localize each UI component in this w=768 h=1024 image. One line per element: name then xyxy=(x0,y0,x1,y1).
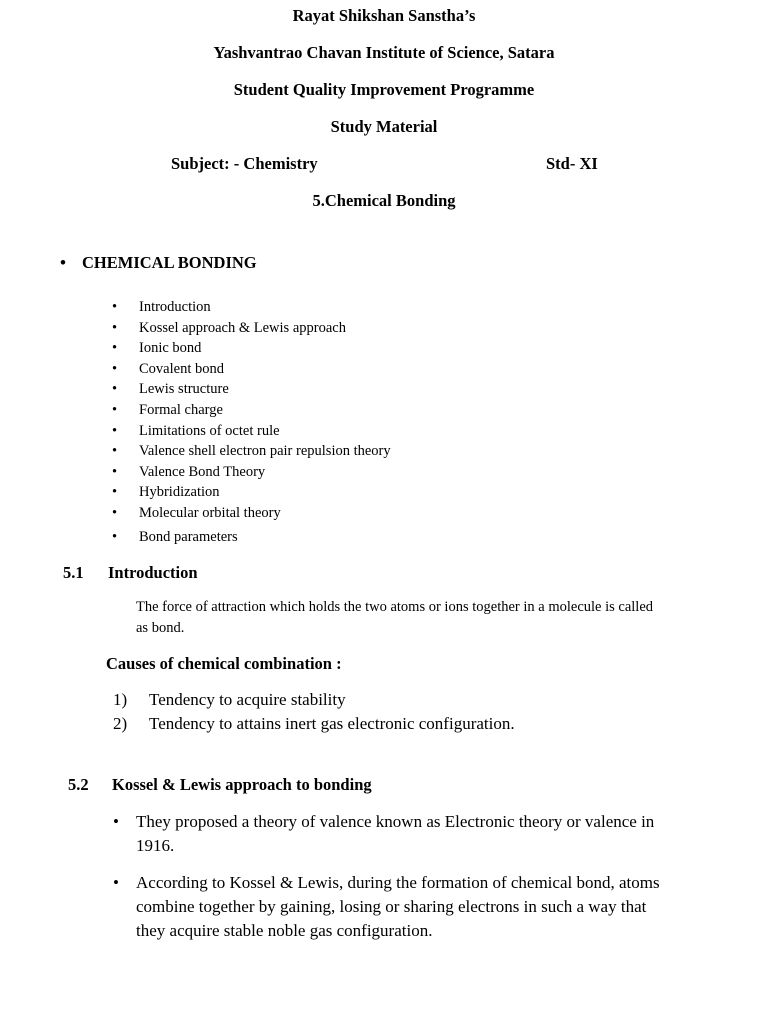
list-item: • Hybridization xyxy=(112,482,391,503)
cause-number: 1) xyxy=(113,690,128,709)
list-item: • Kossel approach & Lewis approach xyxy=(112,318,391,339)
chapter-title: 5.Chemical Bonding xyxy=(312,191,456,210)
list-item: • Valence shell electron pair repulsion theory xyxy=(112,441,391,462)
causes-heading: Causes of chemical combination : xyxy=(106,654,342,673)
cause-text: Tendency to acquire stability xyxy=(149,690,346,709)
list-item: • Valence Bond Theory xyxy=(112,462,391,483)
material-title: Study Material xyxy=(330,117,438,136)
cause-text: Tendency to attains inert gas electronic configuration. xyxy=(149,714,515,733)
programme-title: Student Quality Improvement Programme xyxy=(233,80,535,99)
subject-label: Subject: - Chemistry xyxy=(171,154,318,173)
list-item: • Molecular orbital theory xyxy=(112,503,391,524)
point-1-line-1: They proposed a theory of valence known as Electronic theory or valence in xyxy=(136,812,655,831)
list-item: • Limitations of octet rule xyxy=(112,421,391,442)
main-bullet-marker: • xyxy=(60,253,66,272)
section-5-1-title: Introduction xyxy=(108,563,198,582)
section-5-2-title: Kossel & Lewis approach to bonding xyxy=(112,775,372,794)
section-5-1-number: 5.1 xyxy=(63,563,84,582)
std-label: Std- XI xyxy=(546,154,598,173)
point-2-line-3: they acquire stable noble gas configuration. xyxy=(136,921,433,940)
list-item: • Covalent bond xyxy=(112,359,391,380)
point-1-line-2: 1916. xyxy=(136,836,175,855)
definition-line-1: The force of attraction which holds the two atoms or ions together in a molecule is called xyxy=(136,599,654,615)
main-bullet-heading: CHEMICAL BONDING xyxy=(82,253,257,272)
topic-list xyxy=(112,297,391,547)
definition-line-2: as bond. xyxy=(136,620,185,636)
list-item: • Formal charge xyxy=(112,400,391,421)
list-item: • Introduction xyxy=(112,297,391,318)
institute-title: Yashvantrao Chavan Institute of Science, Satara xyxy=(213,43,555,62)
list-item: • Lewis structure xyxy=(112,379,391,400)
point-2-line-2: combine together by gaining, losing or sharing electrons in such a way that xyxy=(136,897,647,916)
cause-number: 2) xyxy=(113,714,128,733)
institution-name: Rayat Shikshan Sanstha’s xyxy=(292,6,476,25)
list-item: • Bond parameters xyxy=(112,527,391,548)
bullet-marker: • xyxy=(113,812,119,831)
point-2-line-1: According to Kossel & Lewis, during the formation of chemical bond, atoms xyxy=(136,873,660,892)
bullet-marker: • xyxy=(113,873,119,892)
list-item: • Ionic bond xyxy=(112,338,391,359)
section-5-2-number: 5.2 xyxy=(68,775,89,794)
